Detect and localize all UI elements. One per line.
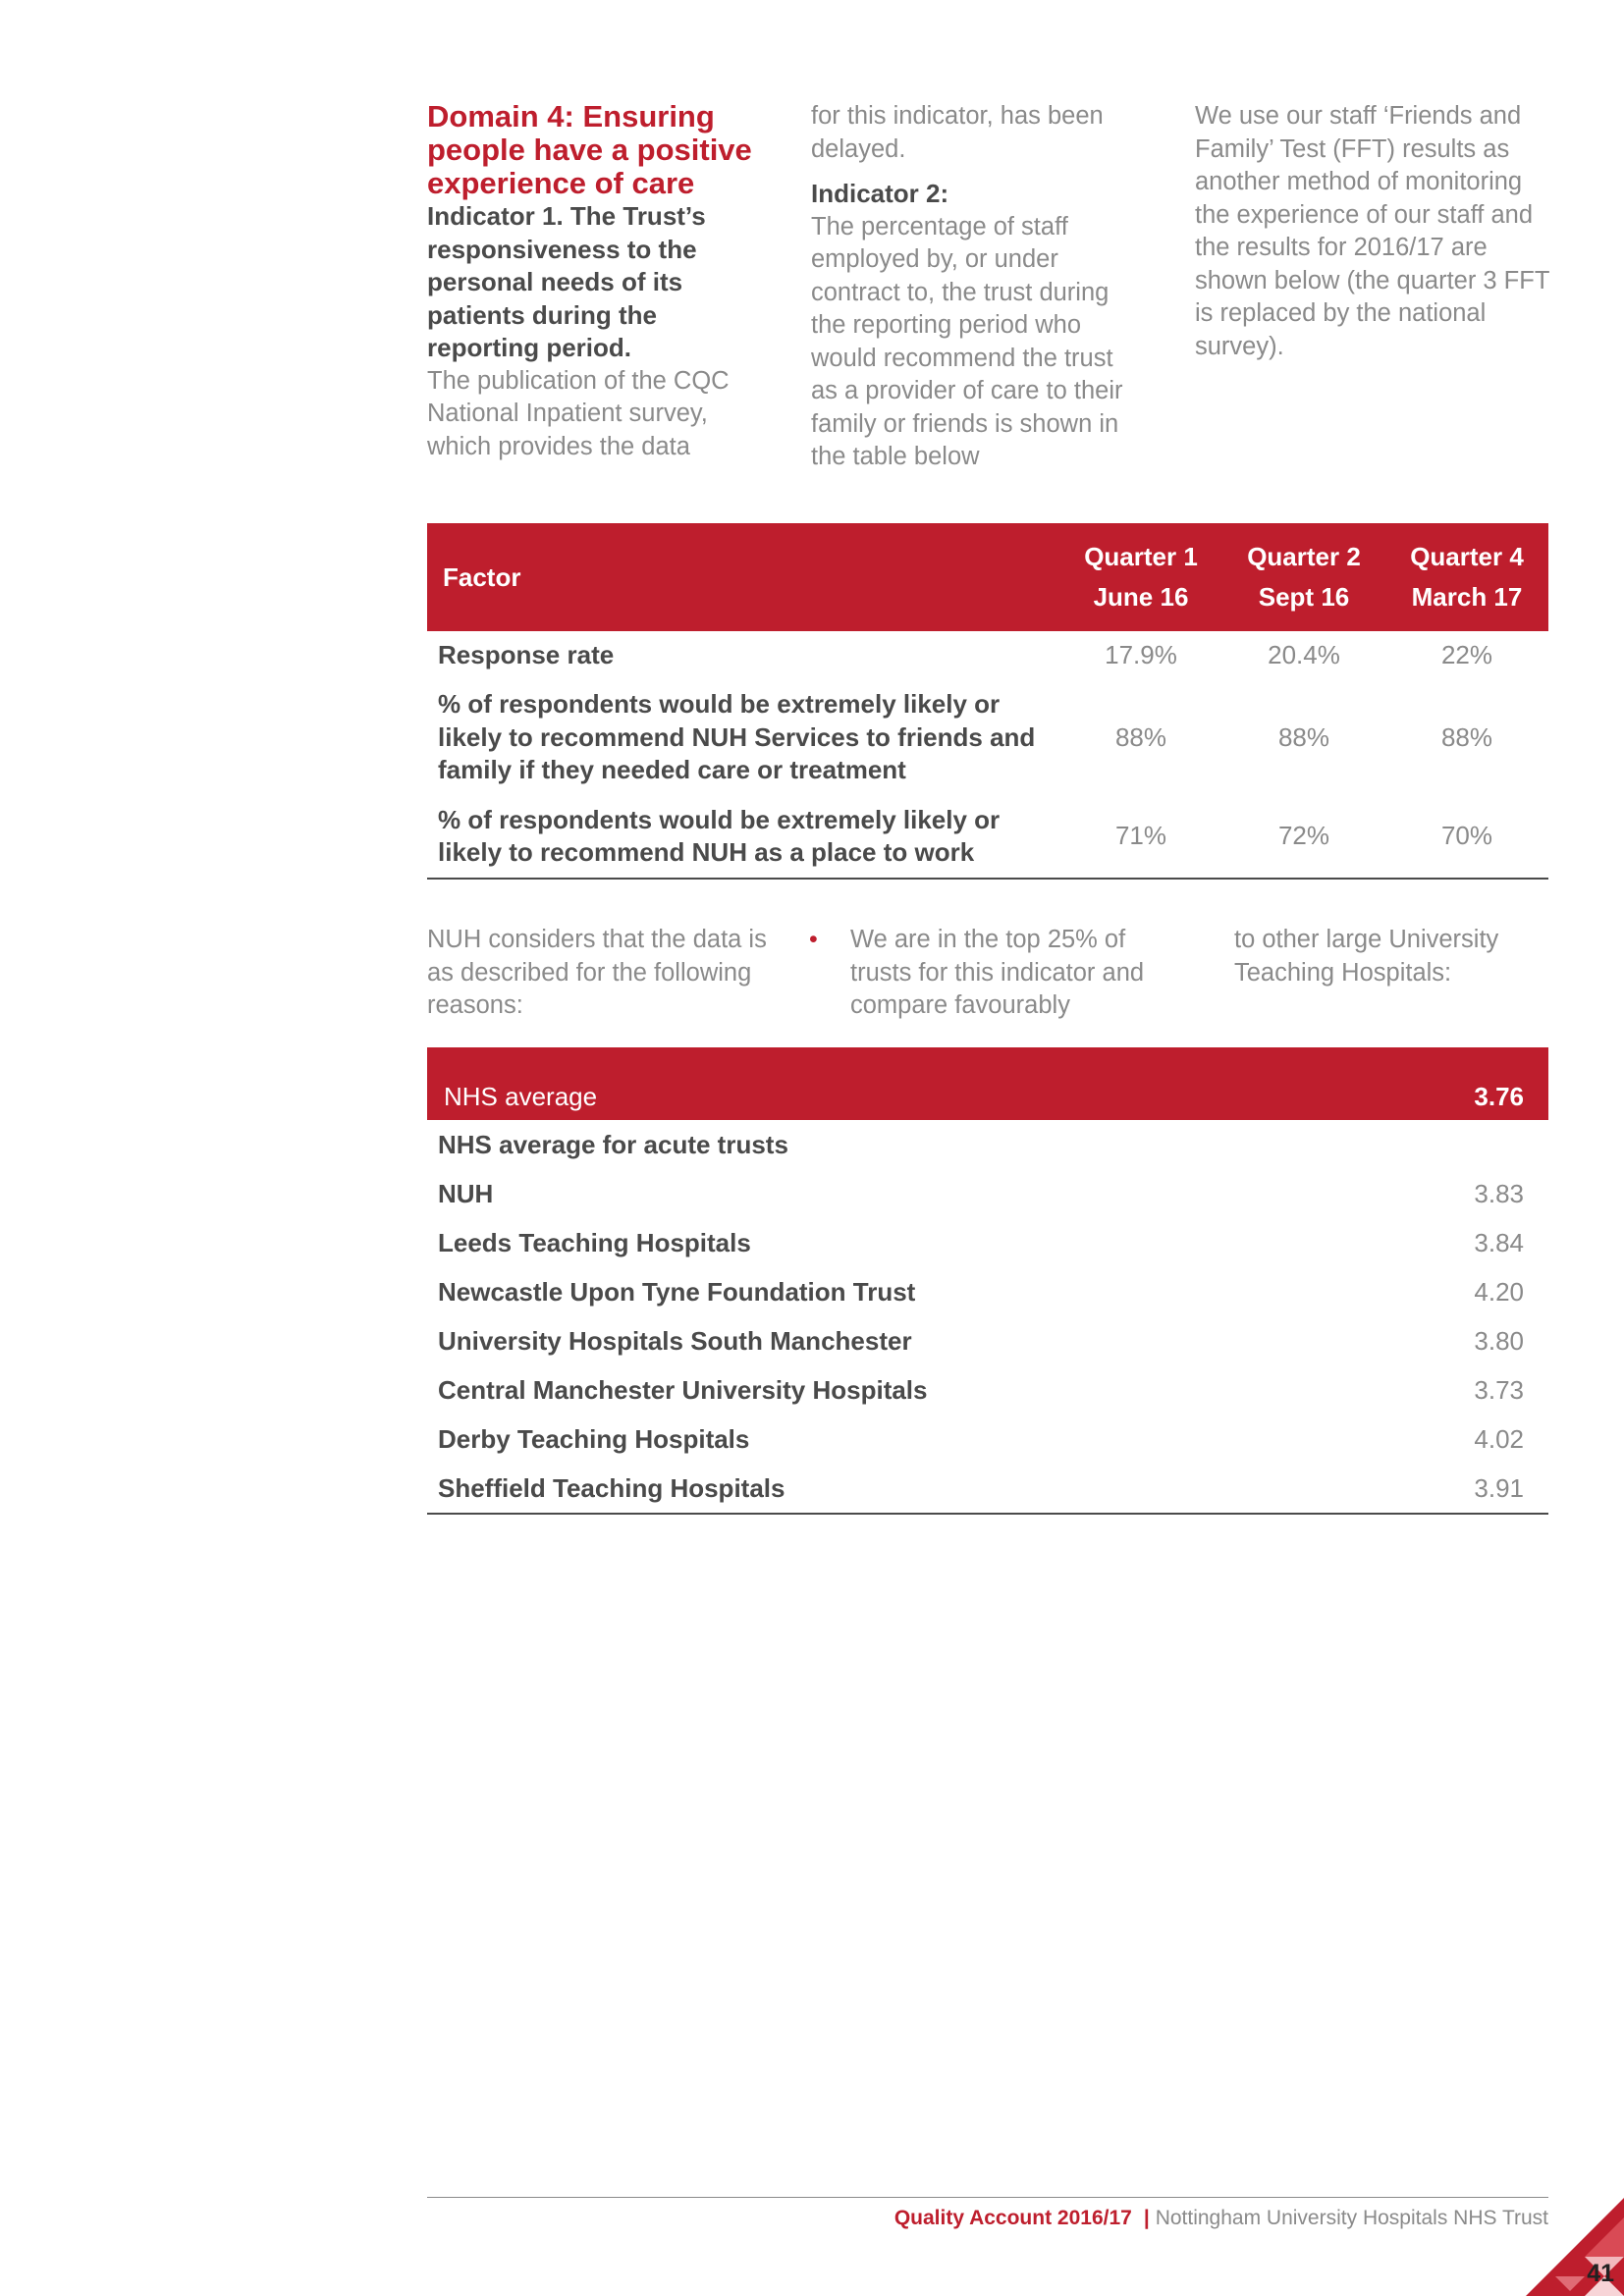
table-row [427,1120,1548,1169]
bullet-icon: • [809,926,818,953]
row-value: 20.4% [1268,640,1340,670]
report-title: Quality Account 2016/17 [893,2207,1132,2229]
intro-column-3-text: We use our staff ‘Friends and Family’ Test (FFT) results as another method of monitoring the experience of our staff and the results for 2016/17 are shown below (the quarter 3 FFT is replaced by the national survey). [1195,102,1549,360]
row-value: 88% [1277,721,1330,752]
row-label: Response rate [438,640,615,670]
hospital-name: NHS average for acute trusts [438,1129,788,1159]
row-value: 71% [1059,795,1222,879]
comparison-table [427,1047,1548,1515]
hospital-name: Newcastle Upon Tyne Foundation Trust [438,1276,916,1307]
table-row [427,795,1548,879]
row-value: 88% [1440,721,1493,752]
hospital-name: Central Manchester University Hospitals [438,1374,928,1405]
reasons-column-2 [811,924,1184,1023]
intro-column-1 [427,100,761,463]
hospital-name: University Hospitals South Manchester [438,1325,912,1356]
quarter-1-period: June 16 [1059,576,1222,631]
hospital-score: 4.20 [1474,1276,1524,1307]
row-value: 88% [1114,721,1167,752]
quarter-1-header: Quarter 1 [1059,523,1222,576]
reasons-column-3 [1234,924,1558,989]
quarter-4-header: Quarter 4 [1385,523,1548,576]
quarter-2-period: Sept 16 [1222,576,1385,631]
hospital-score: 3.83 [1474,1178,1524,1208]
hospital-name: Sheffield Teaching Hospitals [427,1464,1403,1514]
nhs-average-header: NHS average [427,1047,1403,1120]
hospital-score: 3.80 [1474,1325,1524,1356]
footer [894,2207,1548,2230]
organisation-name: Nottingham University Hospitals NHS Trust [1155,2207,1548,2229]
indicator-2-heading: Indicator 2: [811,179,949,208]
quarter-4-period: March 17 [1385,576,1548,631]
page-number: 41 [1587,2260,1614,2287]
intro-column-3 [1195,100,1554,363]
intro-column-1-text: The publication of the CQC National Inpatient survey, which provides the data [427,366,730,460]
indicator-2-text: The percentage of staff employed by, or under contract to, the trust during the reporting period who would recommend the trust as a provider of care to their family or friends is shown in the table below [811,212,1123,470]
nhs-average-value: 3.76 [1403,1047,1548,1120]
intro-column-2 [811,100,1145,474]
row-value: 17.9% [1105,640,1177,670]
table-row [427,1464,1548,1514]
hospital-score: 4.02 [1474,1423,1524,1454]
row-value: 70% [1385,795,1548,879]
factor-header: Factor [427,523,1059,631]
hospital-score: 3.84 [1474,1227,1524,1257]
footer-separator: | [1143,2207,1150,2229]
reasons-continued: to other large University Teaching Hospitals: [1234,926,1499,987]
reasons-column-1 [427,924,790,1023]
fft-results-table [427,523,1548,880]
intro-column-2-text: for this indicator, has been delayed. [811,102,1104,163]
hospital-name: Derby Teaching Hospitals [438,1423,750,1454]
table-row [427,1365,1548,1415]
hospital-name: Leeds Teaching Hospitals [438,1227,751,1257]
row-label: % of respondents would be extremely likely or likely to recommend NUH Services to friends and family if they needed care or treatment [438,689,1036,785]
row-value: 72% [1222,795,1385,879]
quarter-2-header: Quarter 2 [1222,523,1385,576]
table-row [427,1415,1548,1464]
table-row [427,1316,1548,1365]
hospital-name: NUH [438,1178,494,1208]
table-row [427,1218,1548,1267]
hospital-score: 3.73 [1474,1374,1524,1405]
row-label: % of respondents would be extremely likely or likely to recommend NUH as a place to work [427,795,1059,879]
footer-divider [427,2197,1548,2198]
row-value: 22% [1440,640,1493,670]
reasons-bullet: We are in the top 25% of trusts for this indicator and compare favourably [850,926,1145,1019]
domain-heading: Domain 4: Ensuring people have a positive experience of care [427,99,752,200]
table-row [427,1169,1548,1218]
table-row [427,1267,1548,1316]
reasons-text: NUH considers that the data is as described for the following reasons: [427,926,767,1019]
hospital-score: 3.91 [1403,1464,1548,1514]
table-row [427,680,1548,795]
table-row [427,631,1548,680]
hospital-score [1403,1120,1548,1169]
indicator-1-heading: Indicator 1. The Trust’s responsiveness to the personal needs of its patients during the reporting period. [427,201,706,362]
